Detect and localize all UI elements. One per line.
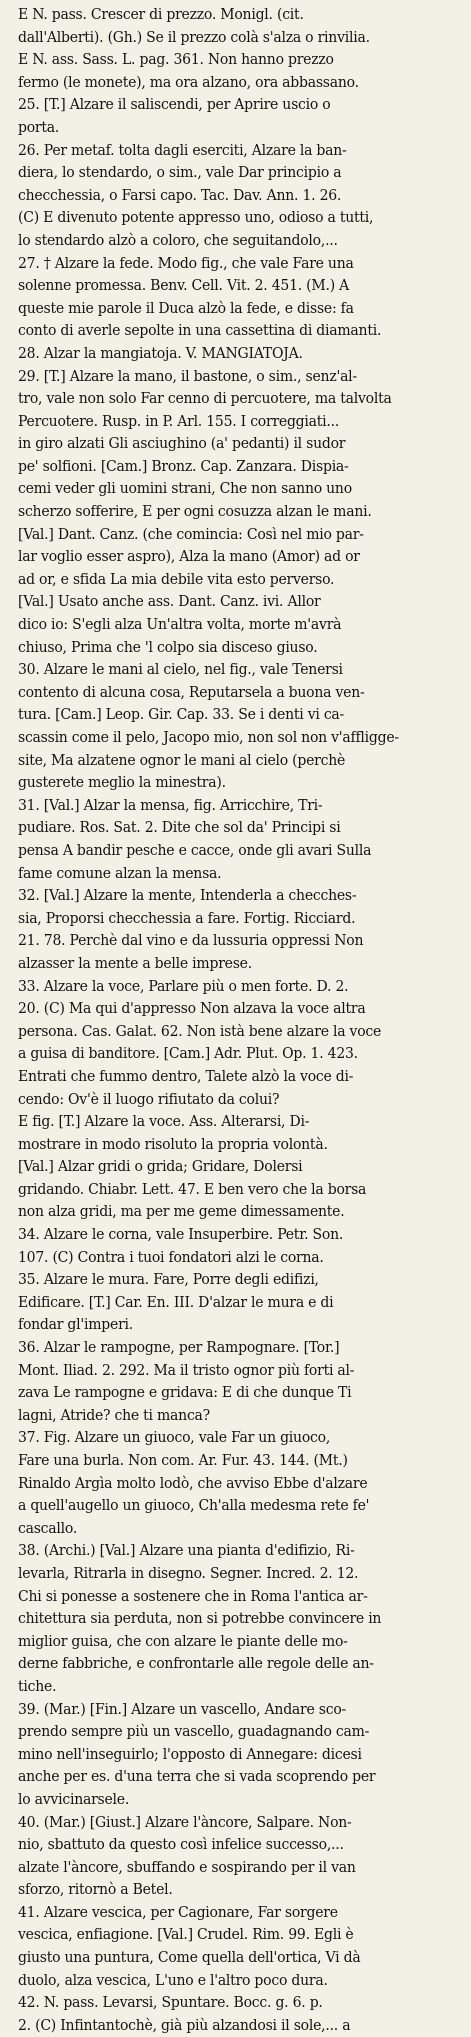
- text-line: pe' solfioni. [Cam.] Bronz. Cap. Zanzara. Dispia-: [18, 457, 349, 475]
- text-line: 107. (C) Contra i tuoi fondatori alzi le corna.: [18, 1248, 324, 1266]
- text-line: 21. 78. Perchè dal vino e da lussuria oppressi Non: [18, 932, 364, 950]
- text-line: 37. Fig. Alzare un giuoco, vale Far un giuoco,: [18, 1429, 331, 1447]
- text-line: Entrati che fummo dentro, Talete alzò la voce di-: [18, 1067, 354, 1085]
- text-line: lagni, Atride? che ti manca?: [18, 1406, 210, 1424]
- text-line: alzasser la mente a belle imprese.: [18, 954, 252, 972]
- text-line: tiche.: [18, 1677, 57, 1695]
- text-line: Percuotere. Rusp. in P. Arl. 155. I correggiati...: [18, 412, 340, 430]
- text-line: cascallo.: [18, 1519, 78, 1537]
- text-line: 32. [Val.] Alzare la mente, Intenderla a checches-: [18, 887, 357, 905]
- text-line: 39. (Mar.) [Fin.] Alzare un vascello, Andare sco-: [18, 1700, 347, 1718]
- text-line: (C) E divenuto potente appresso uno, odioso a tutti,: [18, 209, 374, 227]
- text-line: Edificare. [T.] Car. En. III. D'alzar le mura e di: [18, 1293, 334, 1311]
- text-line: Mont. Iliad. 2. 292. Ma il tristo ognor più forti al-: [18, 1361, 355, 1379]
- text-line: gridando. Chiabr. Lett. 47. E ben vero che la borsa: [18, 1180, 367, 1198]
- text-column: [18, 4, 399, 2037]
- text-line: contento di alcuna cosa, Reputarsela a buona ven-: [18, 683, 365, 701]
- text-line: cendo: Ov'è il luogo rifiutato da colui?: [18, 1090, 280, 1108]
- text-line: fermo (le monete), ma ora alzano, ora abbassano.: [18, 73, 359, 91]
- text-line: fame comune alzan la mensa.: [18, 864, 222, 882]
- text-line: derne fabbriche, e confrontarle alle regole delle an-: [18, 1655, 374, 1673]
- text-line: 2. (C) Infintantochè, già più alzandosi il sole,... a: [18, 2016, 351, 2034]
- text-line: site, Ma alzatene ognor le mani al cielo (perchè: [18, 751, 346, 769]
- text-line: non alza gridi, ma per me geme dimessamente.: [18, 1203, 345, 1221]
- text-line: mino nell'inseguirlo; l'opposto di Annegare: dicesi: [18, 1745, 362, 1763]
- text-line: Chi si ponesse a sostenere che in Roma l'antica ar-: [18, 1587, 368, 1605]
- text-line: 28. Alzar la mangiatoja. V. MANGIATOJA.: [18, 344, 303, 362]
- text-line: tro, vale non solo Far cenno di percuotere, ma talvolta: [18, 390, 392, 408]
- text-line: 41. Alzare vescica, per Cagionare, Far sorgere: [18, 1903, 338, 1921]
- text-line: sia, Proporsi checchessia a fare. Fortig. Ricciard.: [18, 909, 356, 927]
- text-line: [Val.] Dant. Canz. (che comincia: Così nel mio par-: [18, 525, 364, 543]
- text-line: chitettura sia perduta, non si potrebbe convincere in: [18, 1610, 382, 1628]
- text-line: scherzo sofferire, E per ogni cosuzza alzan le mani.: [18, 503, 372, 521]
- text-line: 35. Alzare le mura. Fare, Porre degli edifizi,: [18, 1271, 319, 1289]
- text-line: solenne promessa. Benv. Cell. Vit. 2. 451. (M.) A: [18, 277, 350, 295]
- text-line: miglior guisa, che con alzare le piante delle mo-: [18, 1632, 348, 1650]
- text-line: 33. Alzare la voce, Parlare più o men forte. D. 2.: [18, 977, 349, 995]
- text-line: porta.: [18, 118, 60, 136]
- text-line: Rinaldo Argìa molto lodò, che avviso Ebbe d'alzare: [18, 1474, 368, 1492]
- text-line: nio, sbattuto da questo così infelice successo,...: [18, 1836, 344, 1854]
- text-line: tura. [Cam.] Leop. Gir. Cap. 33. Se i denti vi ca-: [18, 706, 345, 724]
- text-line: 40. (Mar.) [Giust.] Alzare l'àncore, Salpare. Non-: [18, 1813, 352, 1831]
- text-line: lo avvicinarsele.: [18, 1790, 130, 1808]
- text-line: queste mie parole il Duca alzò la fede, e disse: fa: [18, 299, 354, 317]
- text-line: 31. [Val.] Alzar la mensa, fig. Arricchire, Tri-: [18, 796, 323, 814]
- text-line: E fig. [T.] Alzare la voce. Ass. Alterarsi, Di-: [18, 1113, 310, 1131]
- text-line: duolo, alza vescica, L'uno e l'altro poco dura.: [18, 1971, 328, 1989]
- text-line: 38. (Archi.) [Val.] Alzare una pianta d'edifizio, Ri-: [18, 1542, 355, 1560]
- text-line: 30. Alzare le mani al cielo, nel fig., vale Tenersi: [18, 661, 343, 679]
- text-line: E N. pass. Crescer di prezzo. Monigl. (cit.: [18, 6, 304, 23]
- text-line: fondar gl'imperi.: [18, 1316, 134, 1334]
- text-line: 34. Alzare le corna, vale Insuperbire. Petr. Son.: [18, 1226, 344, 1244]
- text-line: a quell'augello un giuoco, Ch'alla medesma rete fe': [18, 1497, 370, 1515]
- text-line: 29. [T.] Alzare la mano, il bastone, o sim., senz'al-: [18, 367, 357, 385]
- text-line: diera, lo stendardo, o sim., vale Dar principio a: [18, 164, 342, 182]
- text-line: chiuso, Prima che 'l colpo sia disceso giuso.: [18, 638, 318, 656]
- text-line: pensa A bandir pesche e cacce, onde gli avari Sulla: [18, 841, 372, 859]
- text-line: checchessia, o Farsi capo. Tac. Dav. Ann. 1. 26.: [18, 186, 342, 204]
- text-line: persona. Cas. Galat. 62. Non istà bene alzare la voce: [18, 1022, 382, 1040]
- text-line: lar voglio esser aspro), Alza la mano (Amor) ad or: [18, 548, 360, 566]
- text-line: 42. N. pass. Levarsi, Spuntare. Bocc. g. 6. p.: [18, 1994, 323, 2012]
- text-line: 27. † Alzare la fede. Modo fig., che vale Fare una: [18, 254, 354, 272]
- text-line: mostrare in modo risoluto la propria volontà.: [18, 1135, 328, 1153]
- text-line: a guisa di banditore. [Cam.] Adr. Plut. Op. 1. 423.: [18, 1045, 358, 1063]
- text-line: zava Le rampogne e gridava: E di che dunque Ti: [18, 1384, 352, 1402]
- text-line: [Val.] Usato anche ass. Dant. Canz. ivi. Allor: [18, 593, 321, 611]
- text-line: Fare una burla. Non com. Ar. Fur. 43. 144. (Mt.): [18, 1452, 348, 1469]
- text-line: pudiare. Ros. Sat. 2. Dite che sol da' Principi si: [18, 819, 341, 837]
- text-line: vescica, enfiagione. [Val.] Crudel. Rim. 99. Egli è: [18, 1926, 354, 1944]
- text-line: 26. Per metaf. tolta dagli eserciti, Alzare la ban-: [18, 141, 347, 159]
- text-line: alzate l'àncore, sbuffando e sospirando per il van: [18, 1858, 356, 1876]
- text-line: 20. (C) Ma qui d'appresso Non alzava la voce altra: [18, 1000, 366, 1018]
- text-line: cemi veder gli uomini strani, Che non sanno uno: [18, 480, 352, 498]
- text-line: conto di averle sepolte in una cassettina di diamanti.: [18, 322, 382, 340]
- text-line: prendo sempre più un vascello, guadagnando cam-: [18, 1723, 370, 1741]
- text-line: 25. [T.] Alzare il saliscendi, per Aprire uscio o: [18, 96, 331, 114]
- text-line: gusterete meglio la minestra).: [18, 774, 226, 792]
- text-line: lo stendardo alzò a coloro, che seguitandolo,...: [18, 231, 338, 249]
- text-line: anche per es. d'una terra che si vada scoprendo per: [18, 1768, 376, 1786]
- text-line: dall'Alberti). (Gh.) Se il prezzo colà s'alza o rinvilia.: [18, 28, 370, 46]
- text-line: sforzo, ritornò a Betel.: [18, 1881, 173, 1899]
- text-line: levarla, Ritrarla in disegno. Segner. Incred. 2. 12.: [18, 1564, 359, 1582]
- text-line: in giro alzati Gli asciughino (a' pedanti) il sudor: [18, 435, 346, 453]
- text-line: scassin come il pelo, Jacopo mio, non sol non v'affligge-: [18, 729, 399, 746]
- text-line: [Val.] Alzar gridi o grida; Gridare, Dolersi: [18, 1158, 303, 1176]
- text-line: 36. Alzar le rampogne, per Rampognare. [Tor.]: [18, 1339, 340, 1357]
- text-line: ad or, e sfida La mia debile vita esto perverso.: [18, 570, 335, 588]
- text-line: giusto una puntura, Come quella dell'ortica, Vi dà: [18, 1949, 361, 1967]
- text-line: E N. ass. Sass. L. pag. 361. Non hanno prezzo: [18, 51, 334, 69]
- text-line: dico io: S'egli alza Un'altra volta, morte m'avrà: [18, 616, 342, 634]
